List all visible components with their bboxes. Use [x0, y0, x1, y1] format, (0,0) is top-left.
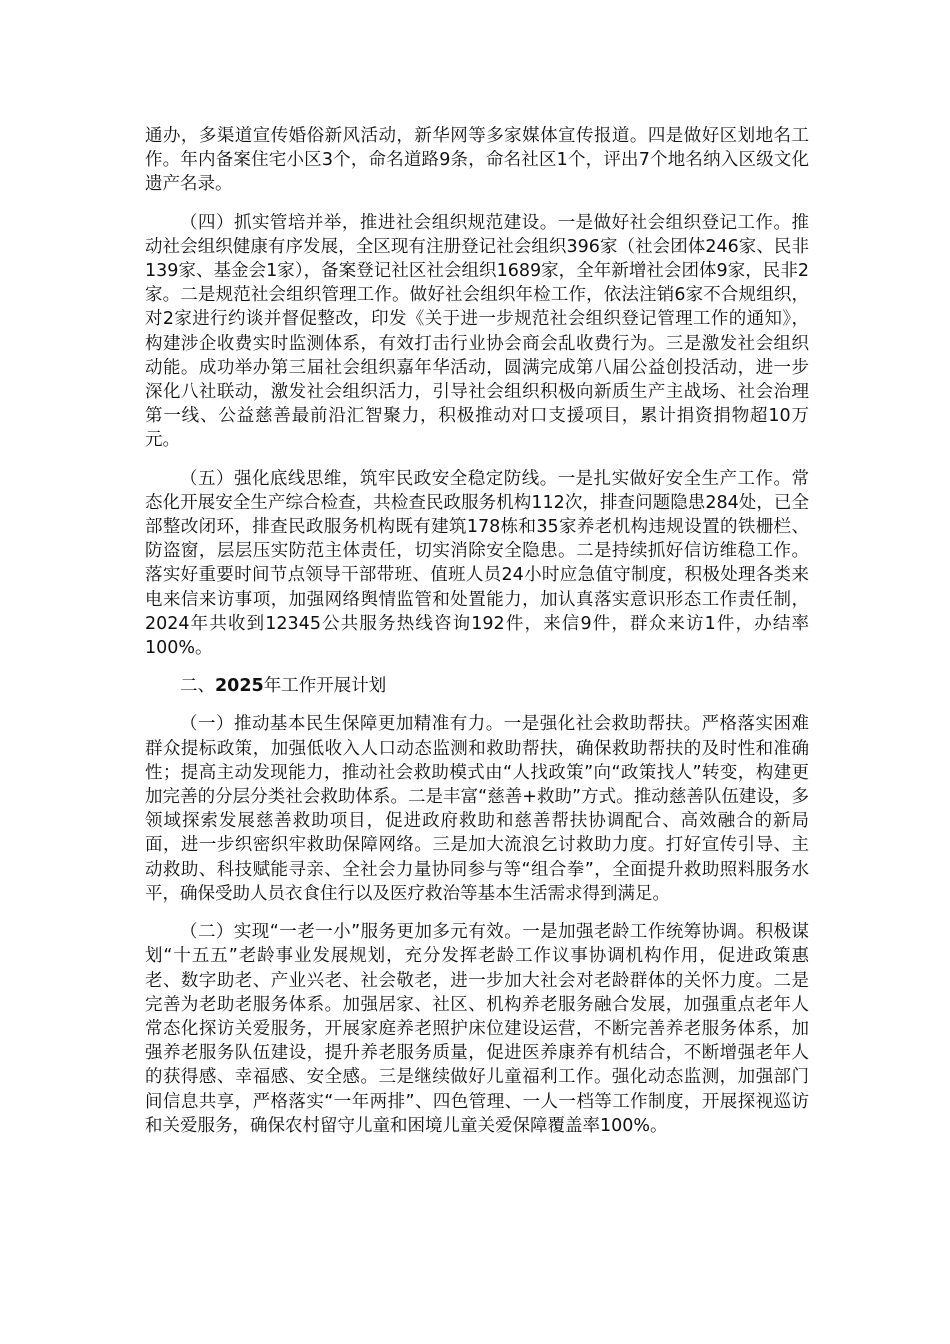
section-heading-suffix: 年工作开展计划	[263, 676, 387, 697]
section-heading-prefix: 二、	[180, 676, 215, 697]
paragraph-plan-livelihood: （一）推动基本民生保障更加精准有力。一是强化社会救助帮扶。严格落实困难群众提标政策，加强低收入人口动态监测和救助帮扶，确保救助帮扶的及时性和准确性；提高主动发现能力，推动社会救助模式由“人找政策”向“政策找人”转变，构建更加完善的分层分类社会救助体系。二是丰富“慈善+救助”方式。推动慈善队伍建设，多领域探索发展慈善救助项目，促进政府救助和慈善帮扶协调配合、高效融合的新局面，进一步织密织牢救助保障网络。三是加大流浪乞讨救助力度。打好宣传引导、主动救助、科技赋能寻亲、全社会力量协同参与等“组合拳”，全面提升救助照料服务水平，确保受助人员衣食住行以及医疗救治等基本生活需求得到满足。	[145, 714, 809, 904]
section-heading-year: 2025	[215, 676, 264, 697]
paragraph-plan-elderly-children: （二）实现“一老一小”服务更加多元有效。一是加强老龄工作统筹协调。积极谋划“十五五”老龄事业发展规划，充分发挥老龄工作议事协调机构作用，促进政策惠老、数字助老、产业兴老、社会敬老，进一步加大社会对老龄群体的关怀力度。二是完善为老助老服务体系。加强居家、社区、机构养老服务融合发展，加强重点老年人常态化探访关爱服务，开展家庭养老照护床位建设运营，不断完善养老服务体系，加强养老服务队伍建设，提升养老服务质量，促进医养康养有机结合，不断增强老年人的获得感、幸福感、安全感。三是继续做好儿童福利工作。强化动态监测，加强部门间信息共享，严格落实“一年两排”、四色管理、一人一档等工作制度，开展探视巡访和关爱服务，确保农村留守儿童和困境儿童关爱保障覆盖率100%。	[145, 922, 809, 1136]
document-body	[145, 124, 809, 1152]
paragraph-continuation: 通办，多渠道宣传婚俗新风活动，新华网等多家媒体宣传报道。四是做好区划地名工作。年内备案住宅小区3个，命名道路9条，命名社区1个，评出7个地名纳入区级文化遗产名录。	[145, 126, 809, 195]
paragraph-social-organizations: （四）抓实管培并举，推进社会组织规范建设。一是做好社会组织登记工作。推动社会组织健康有序发展，全区现有注册登记社会组织396家（社会团体246家、民非139家、基金会1家），备案登记社区社会组织1689家，全年新增社会团体9家，民非2家。二是规范社会组织管理工作。做好社会组织年检工作，依法注销6家不合规组织，对2家进行约谈并督促整改，印发《关于进一步规范社会组织登记管理工作的通知》，构建涉企收费实时监测体系，有效打击行业协会商会乱收费行为。三是激发社会组织动能。成功举办第三届社会组织嘉年华活动，圆满完成第八届公益创投活动，进一步深化八社联动，激发社会组织活力，引导社会组织积极向新质生产主战场、社会治理第一线、公益慈善最前沿汇智聚力，积极推动对口支援项目，累计捐资捐物超10万元。	[145, 212, 809, 451]
paragraph-safety: （五）强化底线思维，筑牢民政安全稳定防线。一是扎实做好安全生产工作。常态化开展安全生产综合检查，共检查民政服务机构112次，排查问题隐患284处，已全部整改闭环，排查民政服务机构既有建筑178栋和35家养老机构违规设置的铁栅栏、防盗窗，层层压实防范主体责任，切实消除安全隐患。二是持续抓好信访维稳工作。落实好重要时间节点领导干部带班、值班人员24小时应急值守制度，积极处理各类来电来信来访事项，加强网络舆情监管和处置能力，加认真落实意识形态工作责任制，2024年共收到12345公共服务热线咨询192件，来信9件，群众来访1件，办结率100%。	[145, 468, 809, 659]
section-heading	[145, 674, 809, 698]
